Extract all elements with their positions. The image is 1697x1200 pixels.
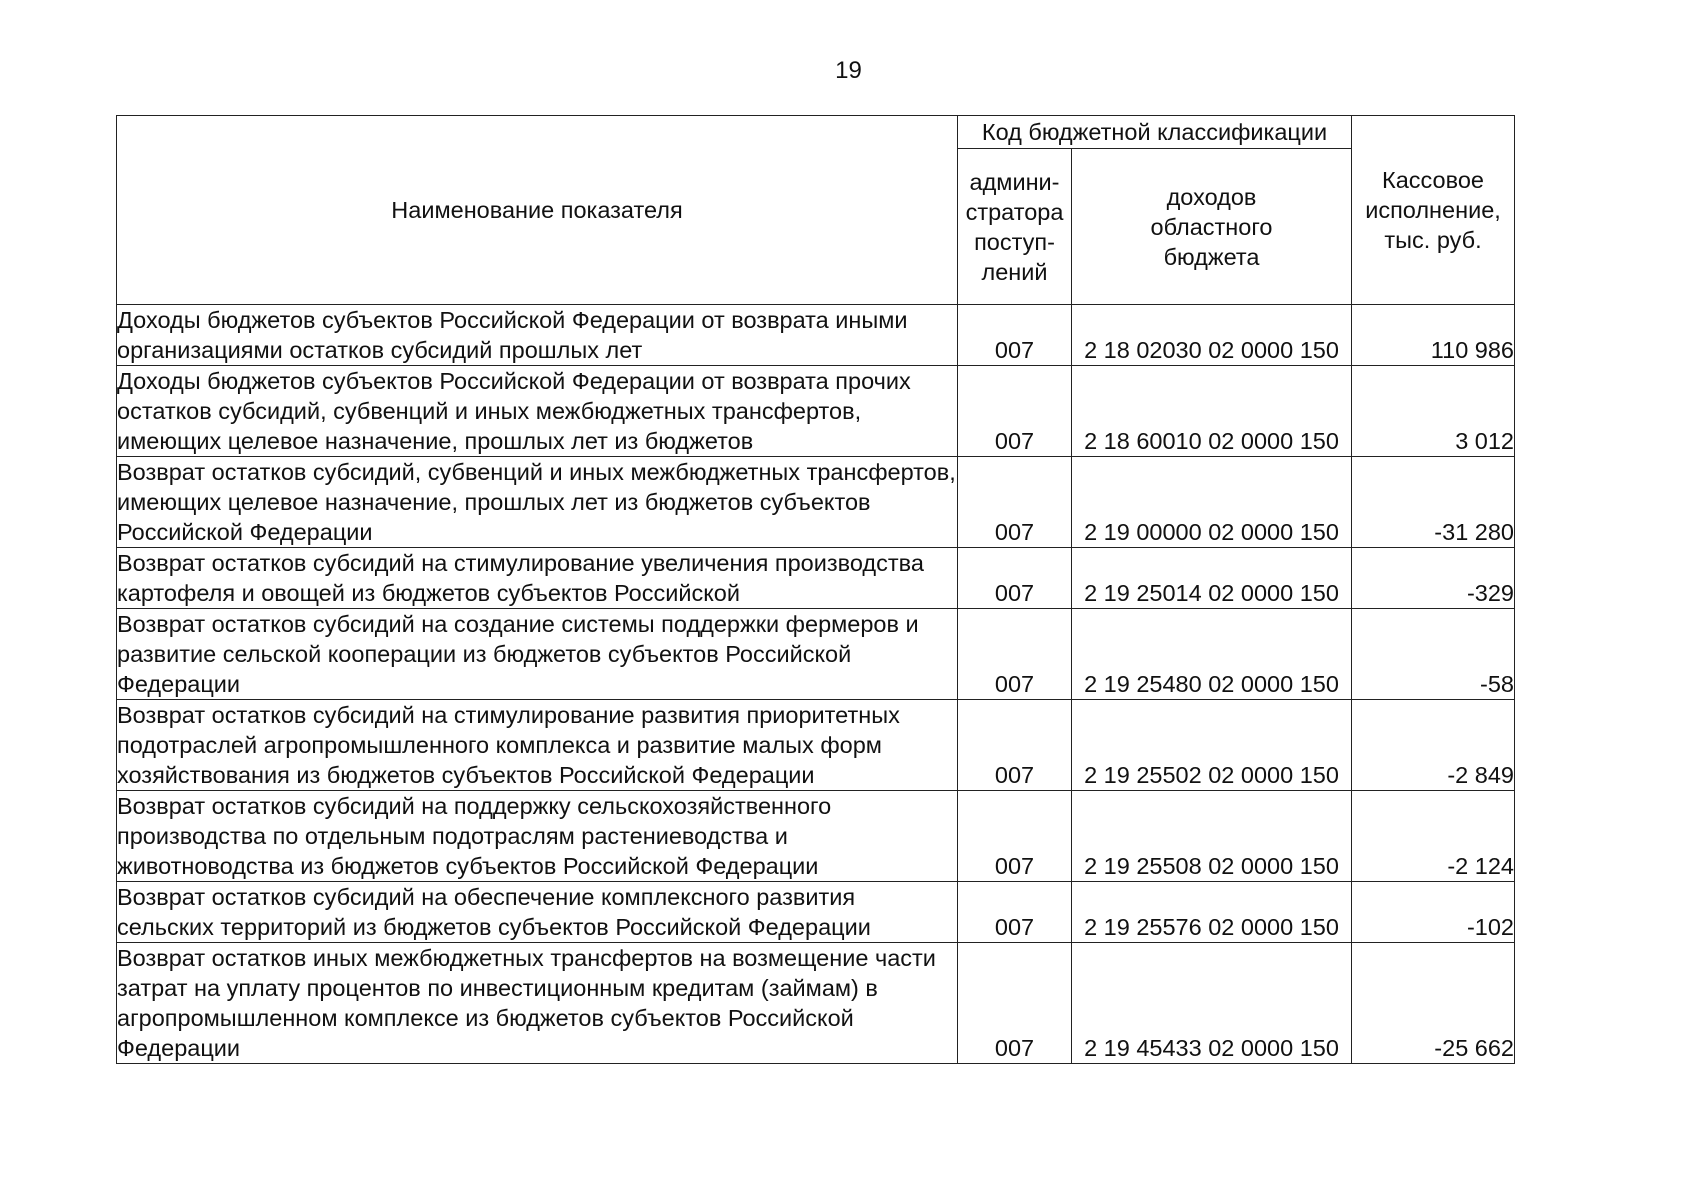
row-amount: -102 [1352,882,1515,943]
row-budget-code: 2 19 25502 02 0000 150 [1072,700,1352,791]
row-budget-code: 2 19 25014 02 0000 150 [1072,548,1352,609]
header-revenue-administrator [958,149,1072,305]
row-indicator-name: Доходы бюджетов субъектов Российской Федерации от возврата прочих остатков субсидий, субвенций и иных межбюджетных трансфертов, имеющих целевое назначение, прошлых лет из бюджетов [117,366,958,457]
table-body [117,305,1515,1064]
row-amount: -58 [1352,609,1515,700]
row-indicator-name: Возврат остатков субсидий на обеспечение комплексного развития сельских территорий из бюджетов субъектов Российской Федерации [117,882,958,943]
header-regional-budget-revenue-label: доходов областного бюджета [1150,183,1273,270]
header-revenue-administrator-label: админи- стратора поступ- лений [965,168,1064,285]
header-cash-execution [1352,116,1515,305]
row-admin-code: 007 [958,609,1072,700]
header-indicator-name [117,116,958,305]
row-admin-code: 007 [958,305,1072,366]
row-admin-code: 007 [958,943,1072,1064]
row-indicator-name: Возврат остатков субсидий на поддержку сельскохозяйственного производства по отдельным подотраслям растениеводства и животноводства из бюджетов субъектов Российской Федерации [117,791,958,882]
row-budget-code: 2 18 02030 02 0000 150 [1072,305,1352,366]
table-row [117,943,1515,1064]
row-admin-code: 007 [958,791,1072,882]
row-amount: 110 986 [1352,305,1515,366]
header-budget-classification-code [958,116,1352,149]
row-amount: -2 849 [1352,700,1515,791]
row-admin-code: 007 [958,366,1072,457]
row-indicator-name: Возврат остатков иных межбюджетных трансфертов на возмещение части затрат на уплату процентов по инвестиционным кредитам (займам) в агропромышленном комплексе из бюджетов субъектов Российской Федерации [117,943,958,1064]
table-row [117,700,1515,791]
table-header [117,116,1515,305]
header-indicator-name-label: Наименование показателя [391,197,683,223]
row-amount: -329 [1352,548,1515,609]
page-number: 19 [835,57,862,84]
row-amount: 3 012 [1352,366,1515,457]
table-row [117,882,1515,943]
row-budget-code: 2 19 45433 02 0000 150 [1072,943,1352,1064]
row-indicator-name: Возврат остатков субсидий на стимулирование увеличения производства картофеля и овощей из бюджетов субъектов Российской [117,548,958,609]
row-budget-code: 2 18 60010 02 0000 150 [1072,366,1352,457]
header-cash-execution-label: Кассовое исполнение, тыс. руб. [1365,167,1501,253]
revenue-table [116,115,1515,1064]
row-indicator-name: Возврат остатков субсидий, субвенций и иных межбюджетных трансфертов, имеющих целевое назначение, прошлых лет из бюджетов субъектов Российской Федерации [117,457,958,548]
header-budget-classification-code-label: Код бюджетной классификации [981,119,1328,145]
row-amount: -25 662 [1352,943,1515,1064]
row-admin-code: 007 [958,882,1072,943]
row-indicator-name: Возврат остатков субсидий на стимулирование развития приоритетных подотраслей агропромышленного комплекса и развитие малых форм хозяйствования из бюджетов субъектов Российской Федерации [117,700,958,791]
table-row [117,305,1515,366]
row-amount: -31 280 [1352,457,1515,548]
row-admin-code: 007 [958,700,1072,791]
row-budget-code: 2 19 25508 02 0000 150 [1072,791,1352,882]
table-row [117,791,1515,882]
row-budget-code: 2 19 25480 02 0000 150 [1072,609,1352,700]
table-row [117,366,1515,457]
header-regional-budget-revenue [1072,149,1352,305]
row-amount: -2 124 [1352,791,1515,882]
row-indicator-name: Возврат остатков субсидий на создание системы поддержки фермеров и развитие сельской кооперации из бюджетов субъектов Российской Федерации [117,609,958,700]
table-row [117,548,1515,609]
row-indicator-name: Доходы бюджетов субъектов Российской Федерации от возврата иными организациями остатков субсидий прошлых лет [117,305,958,366]
table-row [117,609,1515,700]
row-admin-code: 007 [958,457,1072,548]
row-budget-code: 2 19 25576 02 0000 150 [1072,882,1352,943]
table-row [117,457,1515,548]
row-admin-code: 007 [958,548,1072,609]
row-budget-code: 2 19 00000 02 0000 150 [1072,457,1352,548]
